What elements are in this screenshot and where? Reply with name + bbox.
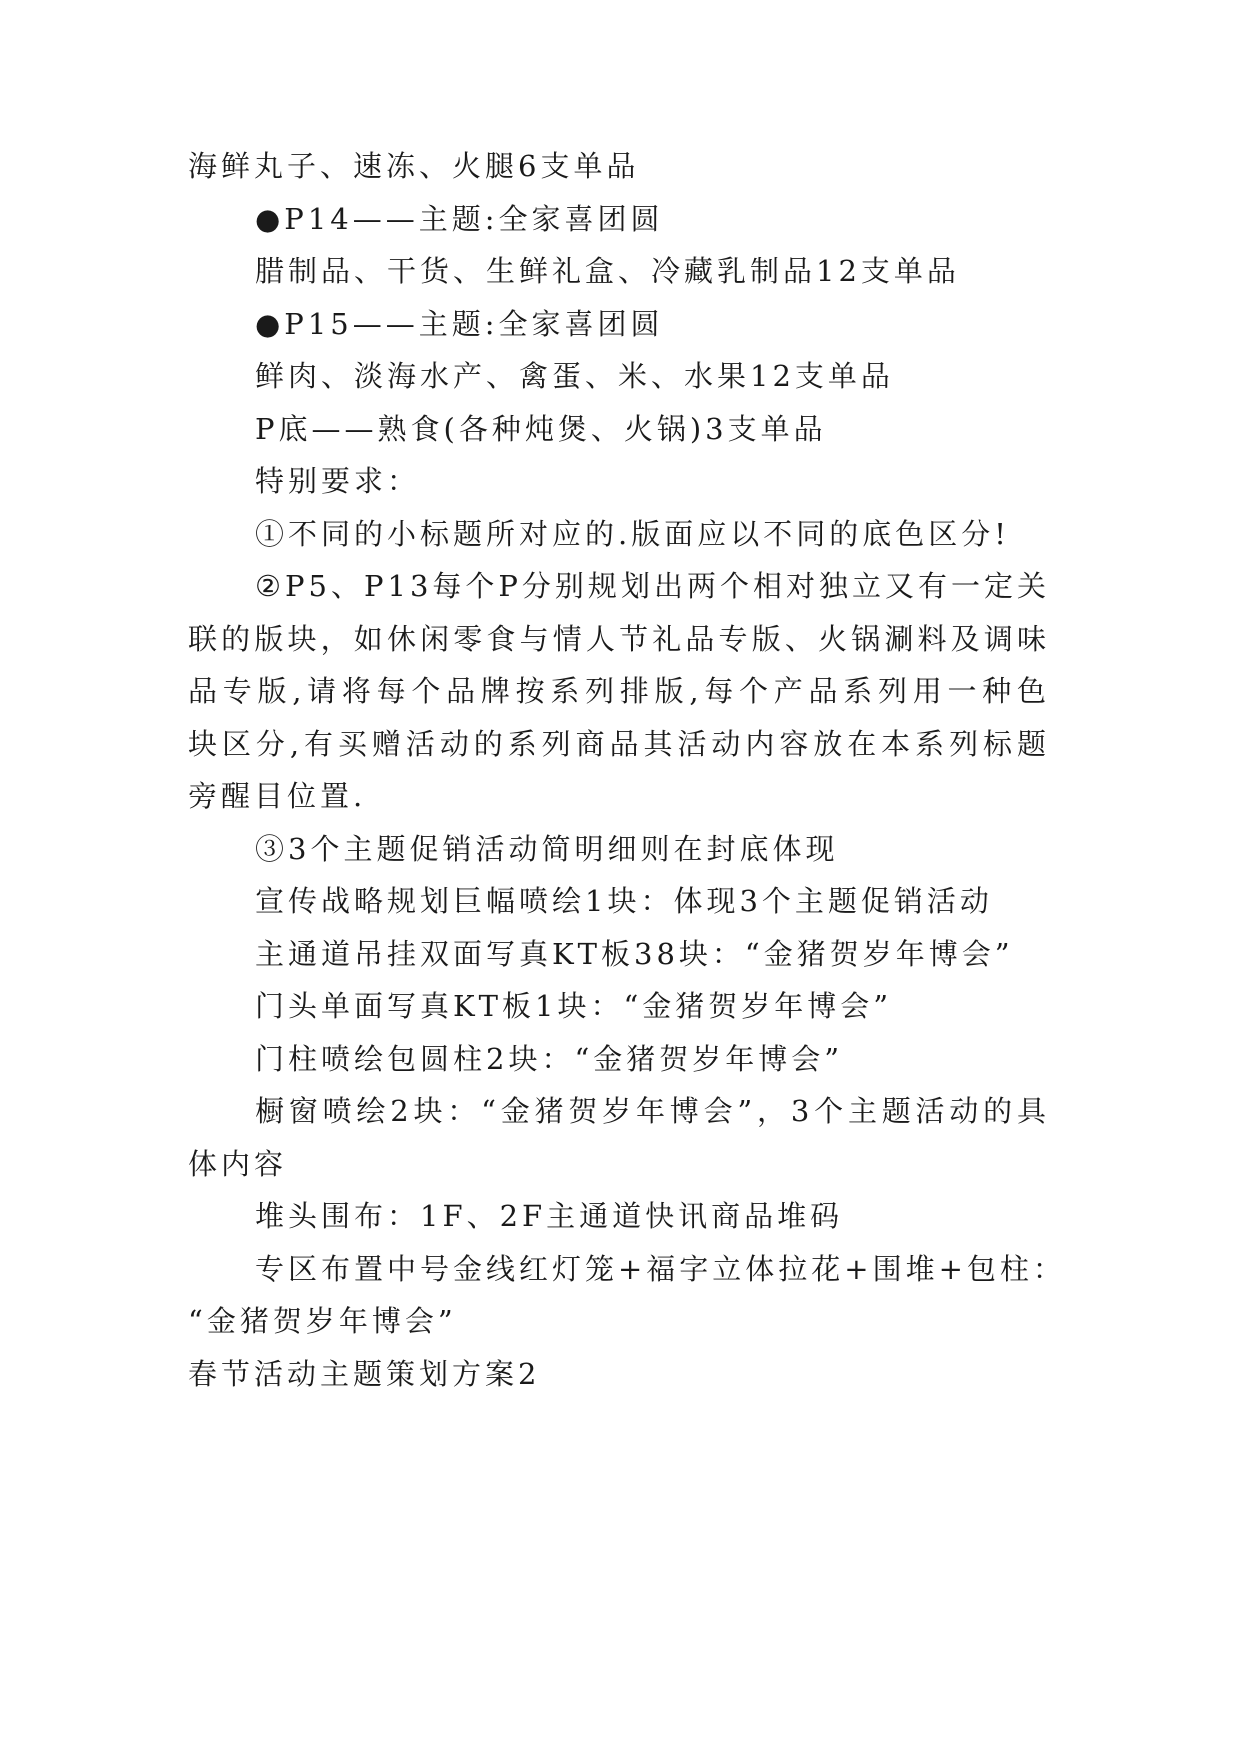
text-line: 春节活动主题策划方案2 bbox=[188, 1357, 541, 1391]
text-line: 主通道吊挂双面写真KT板38块：“金猪贺岁年博会” bbox=[255, 937, 1014, 971]
text-line: 门头单面写真KT板1块：“金猪贺岁年博会” bbox=[255, 989, 893, 1023]
text-line: 腊制品、干货、生鲜礼盒、冷藏乳制品12支单品 bbox=[255, 254, 960, 288]
text-line: 橱窗喷绘2块：“金猪贺岁年博会”，3个主题活动的具 bbox=[255, 1094, 1050, 1128]
text-line: “金猪贺岁年博会” bbox=[188, 1304, 457, 1338]
text-line: 品专版,请将每个品牌按系列排版,每个产品系列用一种色 bbox=[188, 674, 1050, 708]
text-line: ●P15——主题:全家喜团圆 bbox=[255, 307, 664, 341]
text-line: P底——熟食(各种炖煲、火锅)3支单品 bbox=[255, 412, 827, 446]
text-line: 门柱喷绘包圆柱2块：“金猪贺岁年博会” bbox=[255, 1042, 844, 1076]
text-line: 海鲜丸子、速冻、火腿6支单品 bbox=[188, 149, 640, 183]
text-line: 宣传战略规划巨幅喷绘1块：体现3个主题促销活动 bbox=[255, 884, 993, 918]
text-line: ●P14——主题:全家喜团圆 bbox=[255, 202, 664, 236]
text-line: ③3个主题促销活动简明细则在封底体现 bbox=[255, 832, 839, 866]
text-line: 专区布置中号金线红灯笼+福字立体拉花+围堆+包柱： bbox=[255, 1252, 1066, 1286]
text-line: 联的版块，如休闲零食与情人节礼品专版、火锅涮料及调味 bbox=[188, 622, 1050, 656]
text-line: 旁醒目位置. bbox=[188, 779, 367, 813]
text-line: ①不同的小标题所对应的.版面应以不同的底色区分! bbox=[255, 517, 1010, 551]
text-line: 块区分,有买赠活动的系列商品其活动内容放在本系列标题 bbox=[188, 727, 1050, 761]
text-line: 特别要求： bbox=[255, 464, 421, 498]
text-line: 堆头围布：1F、2F主通道快讯商品堆码 bbox=[255, 1199, 844, 1233]
text-line: 体内容 bbox=[188, 1147, 288, 1181]
text-line: 鲜肉、淡海水产、禽蛋、米、水果12支单品 bbox=[255, 359, 894, 393]
text-line: ②P5、P13每个P分别规划出两个相对独立又有一定关 bbox=[255, 569, 1050, 603]
